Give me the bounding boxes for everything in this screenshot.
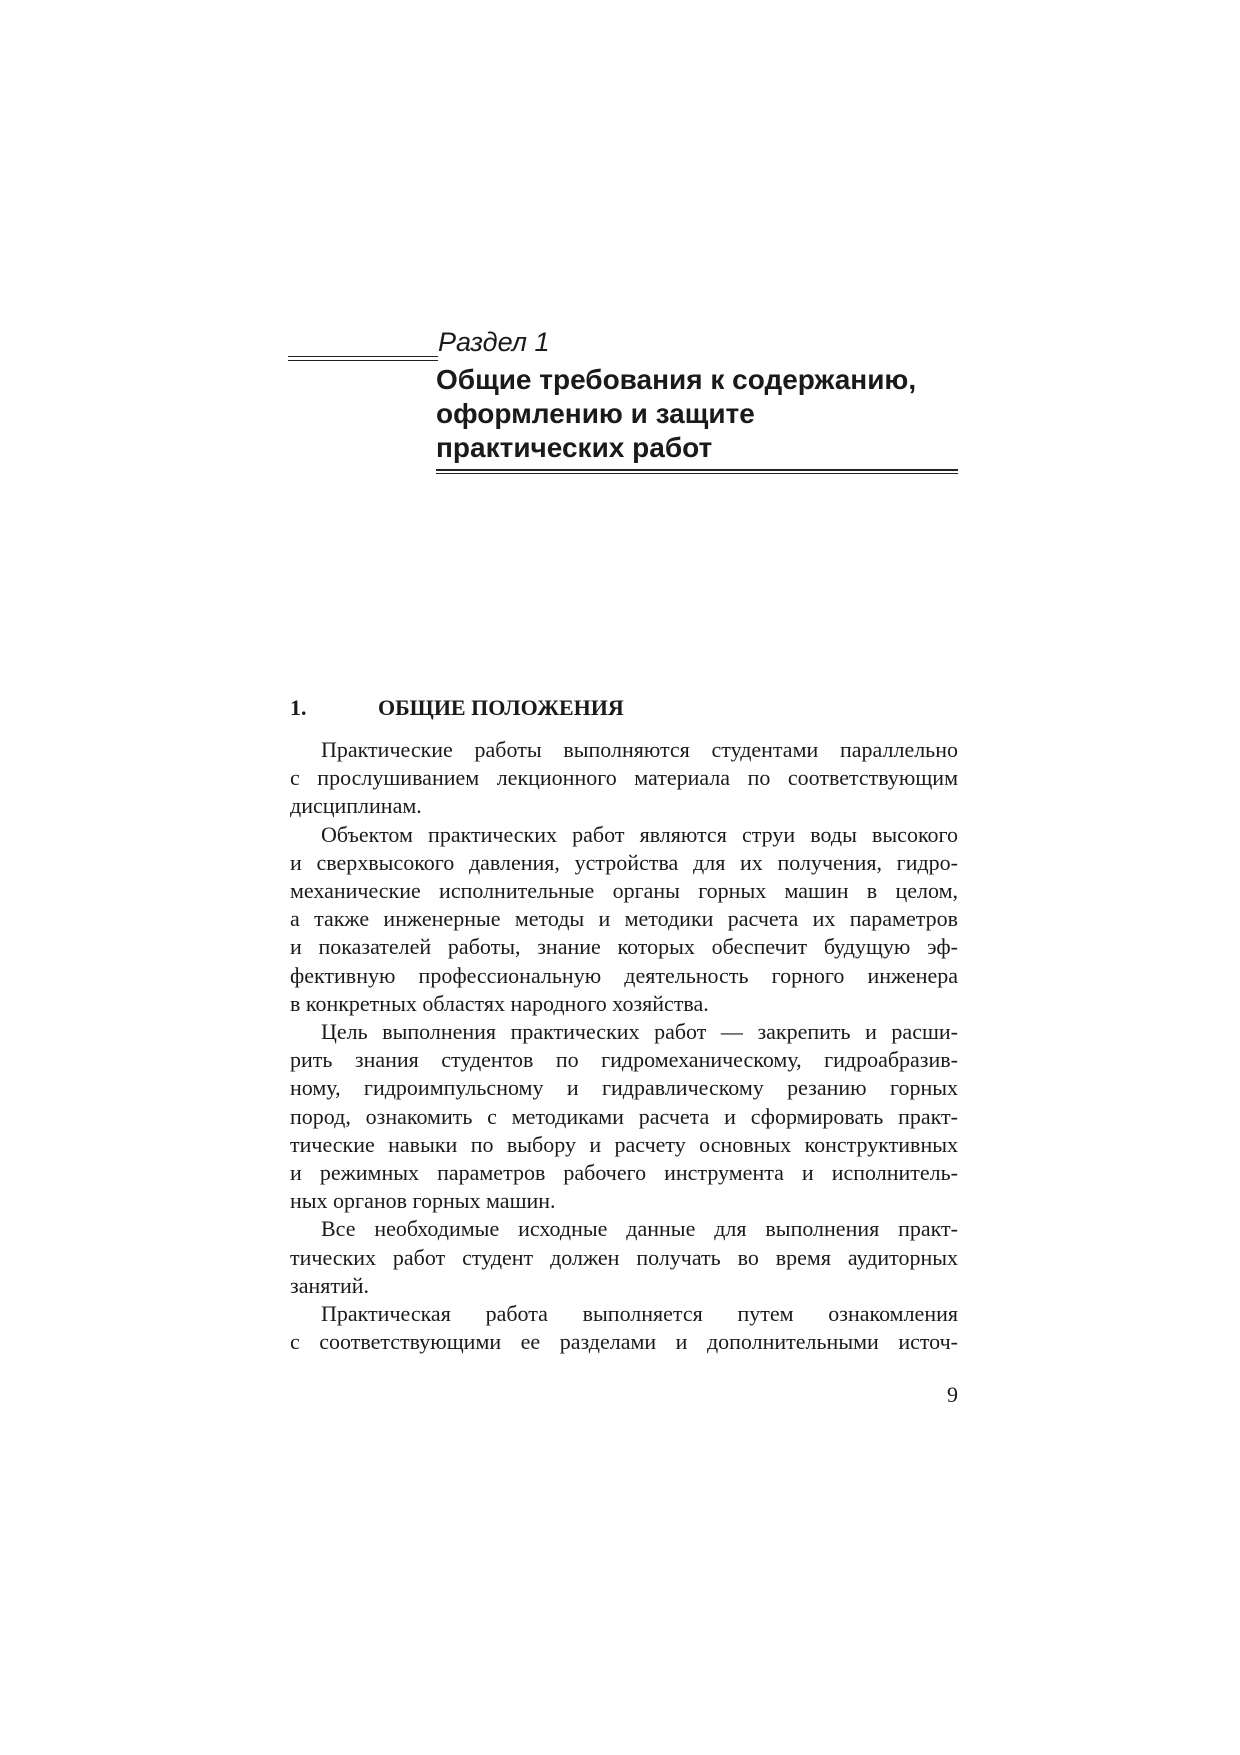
paragraph: [290, 1300, 958, 1356]
text-line: Объектом практических работ являются струи воды высокого: [321, 821, 958, 847]
section-title-line: оформлению и защите: [436, 398, 755, 429]
text-line: с соответствующими ее разделами и дополнительными источ-: [290, 1329, 958, 1355]
text-line: пород, ознакомить с методиками расчета и сформировать практ-: [290, 1103, 958, 1129]
text-line: дисциплинам.: [290, 793, 422, 819]
page-number: 9: [947, 1382, 958, 1407]
text-line: и режимных параметров рабочего инструмента и исполнитель-: [290, 1160, 958, 1186]
chapter: [290, 694, 958, 1356]
text-line: и сверхвысокого давления, устройства для их получения, гидро-: [290, 849, 958, 875]
text-line: Практические работы выполняются студентами параллельно: [321, 737, 958, 762]
text-line: механические исполнительные органы горных машин в целом,: [290, 878, 958, 904]
section-header: [288, 326, 958, 486]
text-line: занятий.: [290, 1272, 370, 1298]
text-line: рить знания студентов по гидромеханическому, гидроабразив-: [290, 1047, 958, 1073]
text-line: ному, гидроимпульсному и гидравлическому резанию горных: [290, 1075, 958, 1101]
text-line: и показателей работы, знание которых обеспечит будущую эф-: [290, 934, 958, 960]
paragraph: [290, 1018, 958, 1215]
text-line: ных органов горных машин.: [290, 1188, 556, 1214]
chapter-number: 1.: [290, 695, 307, 720]
text-line: с прослушиванием лекционного материала по соответствующим: [290, 765, 958, 791]
section-rule-right: [436, 469, 958, 474]
text-line: Цель выполнения практических работ — закрепить и расши-: [321, 1019, 958, 1045]
text-line: тические навыки по выбору и расчету основных конструктивных: [290, 1131, 958, 1157]
paragraph: [290, 1215, 958, 1300]
text-line: фективную профессиональную деятельность горного инженера: [290, 962, 958, 988]
section-title: [436, 363, 966, 465]
paragraph: [290, 736, 958, 821]
section-title-line: практических работ: [436, 432, 713, 463]
section-title-line: Общие требования к содержанию,: [436, 364, 917, 395]
text-line: Все необходимые исходные данные для выполнения практ-: [321, 1216, 958, 1242]
paragraph: [290, 821, 958, 1018]
chapter-heading: [290, 694, 958, 722]
chapter-title: ОБЩИЕ ПОЛОЖЕНИЯ: [378, 695, 624, 720]
text-line: Практическая работа выполняется путем ознакомления: [321, 1301, 958, 1327]
section-rule-left: [288, 356, 438, 361]
text-line: тических работ студент должен получать во время аудиторных: [290, 1244, 958, 1270]
section-label: Раздел 1: [438, 327, 550, 357]
text-line: а также инженерные методы и методики расчета их параметров: [290, 906, 958, 932]
text-line: в конкретных областях народного хозяйства.: [290, 990, 709, 1016]
